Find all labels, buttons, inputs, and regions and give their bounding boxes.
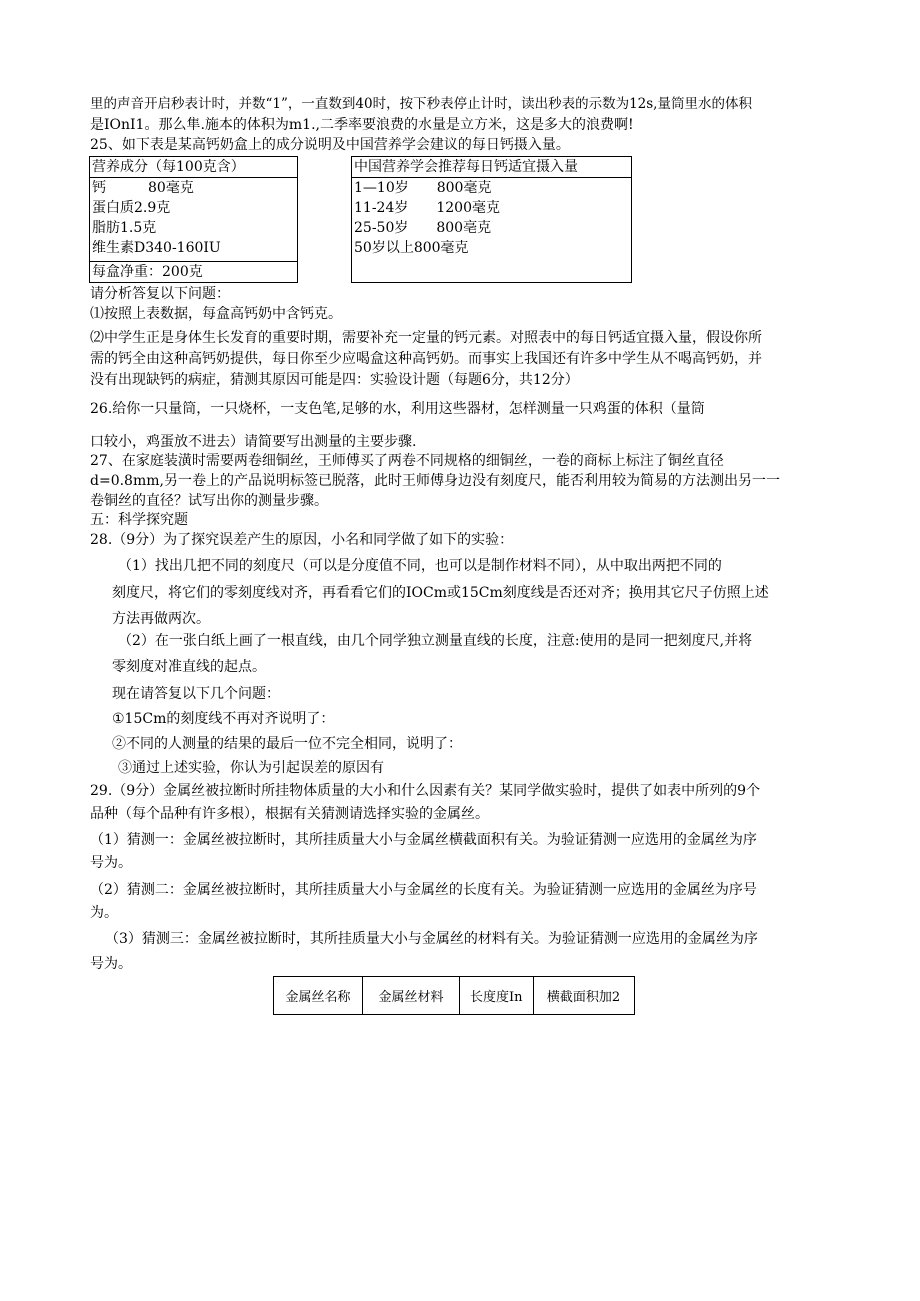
table-header-cell: 金属丝材料 [363,977,460,1015]
text-line: 29.（9分）金属丝被拉断时所挂物体质量的大小和什么因素有关？某同学做实验时，提供了如表中所列的9个 [90,783,761,799]
text-line: 需的钙全由这种高钙奶提供，每日你至少应喝盒这种高钙奶。而事实上我国还有许多中学生从不喝高钙奶，并 [90,351,762,367]
recommend-row: 50岁以上800毫克 [354,240,469,256]
text-line: ②不同的人测量的结果的最后一位不完全相同，说明了： [112,736,462,752]
nutrition-table [89,156,298,283]
text-line: 26.给你一只量筒，一只烧杯，一支色笔,足够的水，利用这些器材，怎样测量一只鸡蛋的体积（量筒 [90,401,705,417]
divider [352,177,631,178]
text-line: （2）在一张白纸上画了一根直线，由几个同学独立测量直线的长度，注意:使用的是同一把刻度尺,并将 [118,633,753,649]
table-header-cell: 长度度In [460,977,534,1015]
text-line: 28.（9分）为了探究误差产生的原因，小名和同学做了如下的实验： [90,532,514,548]
nutrition-row: 钙 80毫克 [92,180,194,196]
text-line: ①15Cm的刻度线不再对齐说明了： [112,711,335,727]
table-header-cell: 横截面积加2 [533,977,634,1015]
text-line: 25、如下表是某高钙奶盒上的成分说明及中国营养学会建议的每日钙摄入量。 [90,137,570,153]
recommend-row: 25-50岁 800亳克 [354,220,492,236]
metal-wire-table [273,976,635,1015]
text-line: 是IOnI1。那么隼.施本的体积为m1.,二季率要浪费的水量是立方米，这是多大的浪费啊! [90,117,634,133]
text-line: 没有出现缺钙的病症，猜测其原因可能是四：实验设计题（每题6分，共12分） [90,372,579,388]
recommend-row: 1—10岁 800毫克 [354,180,492,196]
text-line: 方法再做两次。 [112,611,210,627]
text-line: 里的声音开启秒表计时，并数“1”，一直数到40时，按下秒表停止计时，读出秒表的示数为12s,量筒里水的体积 [90,96,752,112]
divider [90,177,297,178]
text-line: 品种（每个品种有许多根），根据有关猜测请选择实验的金属丝。 [90,806,489,822]
section-heading: 五：科学探究题 [90,512,188,528]
nutrition-row: 维生素D340-160IU [92,240,221,256]
text-line: 号为。 [90,956,132,972]
nutrition-footer: 每盒净重：200克 [92,264,203,280]
text-line: 卷铜丝的直径？试写出你的测量步骤。 [90,493,328,509]
table-header-row [274,977,635,1015]
nutrition-header: 营养成分（每100克含） [92,159,245,175]
nutrition-row: 蛋白质2.9克 [92,200,171,216]
divider [90,261,297,262]
text-line: 口较小，鸡蛋放不进去）请简要写出测量的主要步骤. [90,434,417,450]
text-line: ⑴按照上表数据，每盒高钙奶中含钙克。 [90,306,342,322]
text-line: ⑵中学生正是身体生长发育的重要时期，需要补充一定量的钙元素。对照表中的每日钙适宜摄入量，假设你所 [90,330,762,346]
text-line: （3）猜测三：金属丝被拉断时，其所挂质量大小与金属丝的材料有关。为验证猜测一应选用的金属丝为序 [105,931,758,947]
text-line: 号为。 [90,855,132,871]
text-line: （1）猜测一：金属丝被拉断时，其所挂质量大小与金属丝横截面积有关。为验证猜测一应选用的金属丝为序 [90,832,757,848]
text-line: 请分析答复以下问题： [90,286,230,302]
nutrition-row: 脂肪1.5克 [92,220,157,236]
text-line: 现在请答复以下几个问题： [112,686,280,702]
text-line: 27、在家庭装潢时需要两卷细铜丝，王师傅买了两卷不同规格的细铜丝，一卷的商标上标注了铜丝直径 [90,453,724,469]
text-line: （2）猜测二：金属丝被拉断时，其所挂质量大小与金属丝的长度有关。为验证猜测一应选用的金属丝为序号 [90,882,757,898]
text-line: （1）找出几把不同的刻度尺（可以是分度值不同，也可以是制作材料不同），从中取出两把不同的 [118,558,722,574]
recommend-table [351,156,632,283]
recommend-row: 11-24岁 1200毫克 [354,200,500,216]
table-header-cell: 金属丝名称 [274,977,363,1015]
text-line: 为。 [90,905,118,921]
recommend-header: 中国营养学会推荐每日钙适宜摄入量 [354,159,578,175]
text-line: ③通过上述实验，你认为引起误差的原因有 [118,760,384,776]
text-line: d=0.8mm,另一卷上的产品说明标签已脱落，此时王师傅身边没有刻度尺，能否利用较为简易的方法测出另一一 [90,473,780,489]
text-line: 零刻度对准直线的起点。 [112,659,266,675]
text-line: 刻度尺，将它们的零刻度线对齐，再看看它们的IOCm或15Cm刻度线是否还对齐；换用其它尺子仿照上述 [112,585,769,601]
